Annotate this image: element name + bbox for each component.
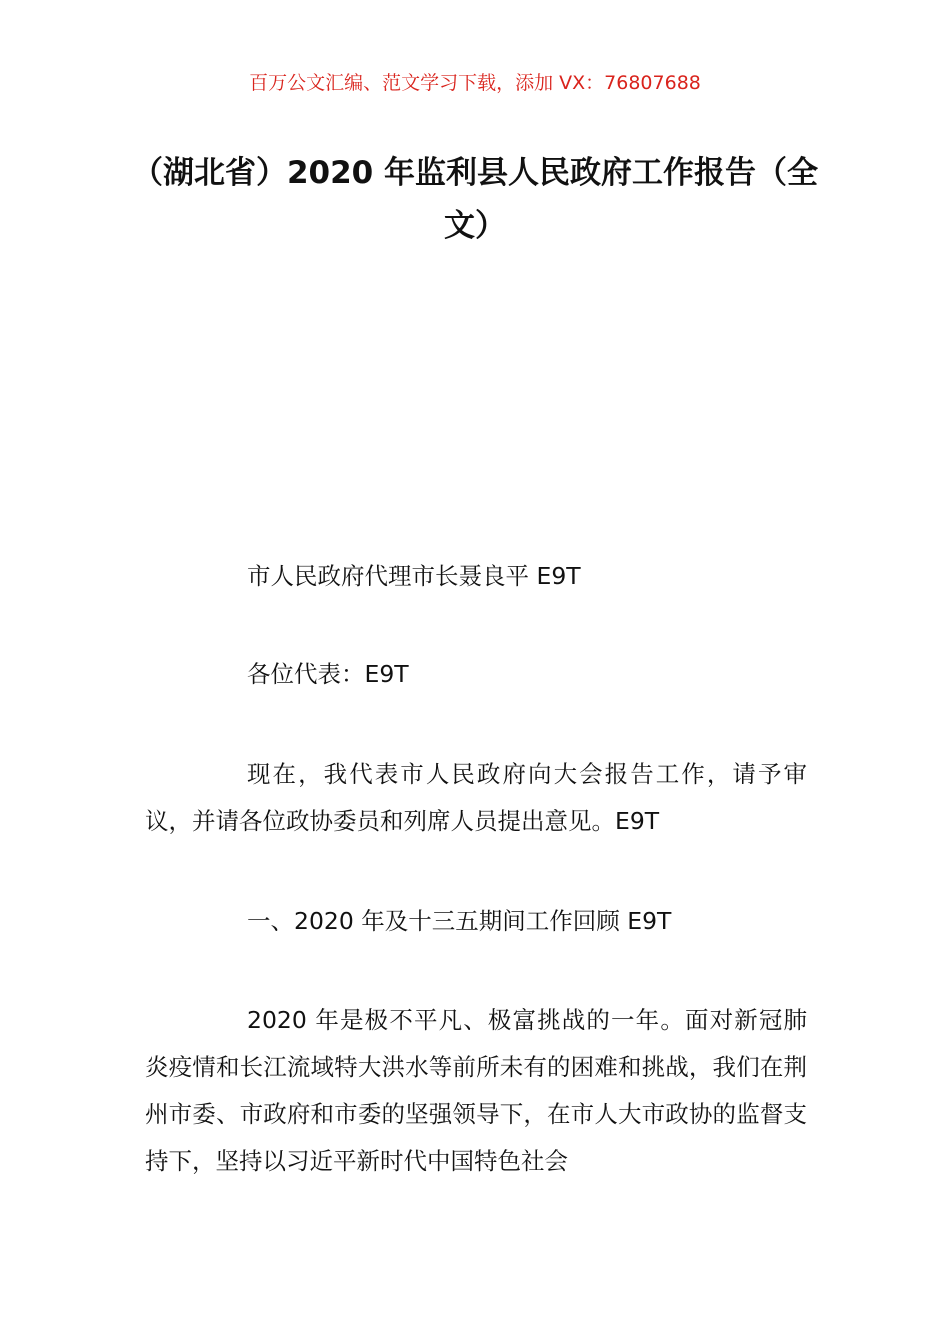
paragraph-text: 各位代表：E9T xyxy=(247,660,409,688)
paragraph-author xyxy=(145,553,807,600)
paragraph-intro xyxy=(145,751,807,845)
paragraph-text: 市人民政府代理市长聂良平 E9T xyxy=(247,562,581,590)
paragraph-text: 现在，我代表市人民政府向大会报告工作，请予审议，并请各位政协委员和列席人员提出意见。E9T xyxy=(145,760,807,835)
document-title: （湖北省）2020 年监利县人民政府工作报告（全文） xyxy=(131,155,819,244)
paragraph-text: 一、2020 年及十三五期间工作回顾 E9T xyxy=(247,907,672,935)
paragraph-text: 2020 年是极不平凡、极富挑战的一年。面对新冠肺炎疫情和长江流域特大洪水等前所未有的困难和挑战，我们在荆州市委、市政府和市委的坚强领导下，在市人大市政协的监督支持下，坚持以习近平新时代中国特色社会 xyxy=(145,1006,807,1175)
header-banner: 百万公文汇编、范文学习下载，添加 VX：76807688 xyxy=(249,72,701,94)
paragraph-review xyxy=(145,997,807,1185)
paragraph-salutation xyxy=(145,651,807,698)
section-heading xyxy=(145,898,807,945)
